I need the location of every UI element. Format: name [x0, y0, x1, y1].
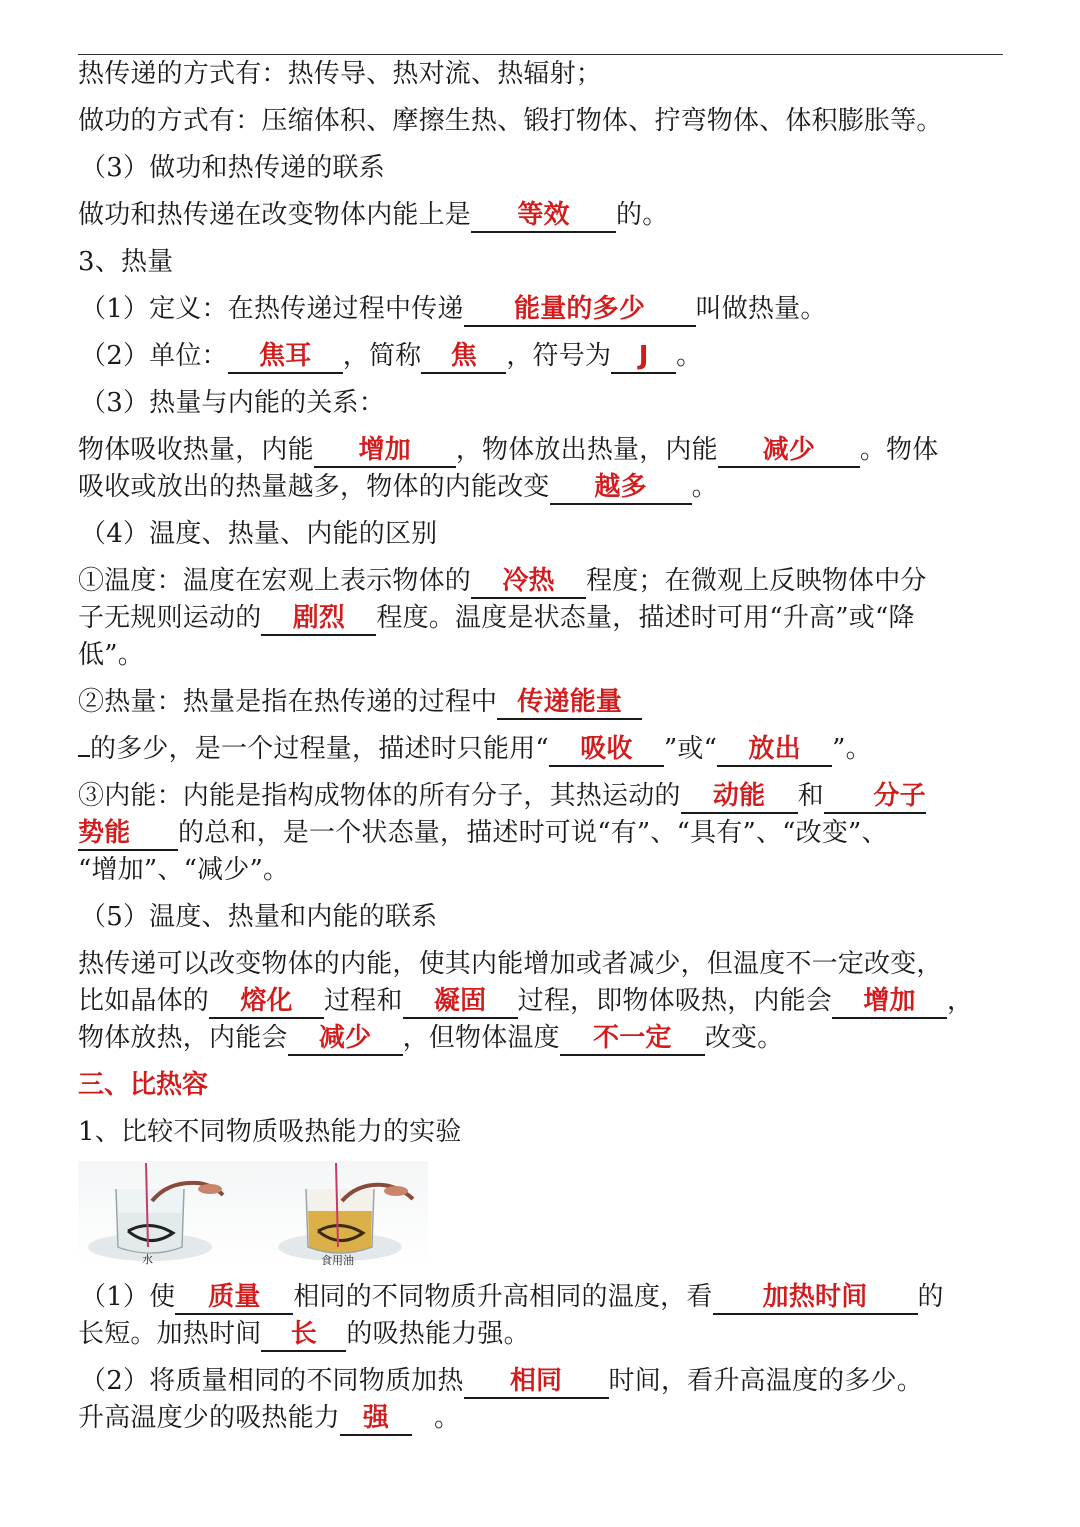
- answer-blank: 吸收: [549, 733, 664, 767]
- text: 和: [797, 781, 824, 811]
- text: （2）单位：: [80, 341, 228, 371]
- answer-blank: 等效: [471, 199, 616, 233]
- answer-blank: 越多: [550, 471, 692, 505]
- text: 物体放热，内能会: [78, 1023, 288, 1053]
- section-3-link-heading: [78, 150, 1008, 187]
- beaker-experiment-figure: [78, 1161, 428, 1269]
- text: 。: [676, 341, 703, 371]
- text: ②热量：热量是指在热传递的过程中: [78, 687, 498, 717]
- experiment-method-2-line-1: [78, 1363, 1008, 1400]
- text: 热传递的方式有：热传导、热对流、热辐射；: [78, 59, 603, 89]
- difference-heading: [78, 516, 1008, 553]
- answer-blank: 势能: [78, 817, 178, 851]
- text: 做功和热传递在改变物体内能上是: [78, 200, 472, 230]
- temperature-line-3: [78, 637, 1008, 674]
- text: 。: [434, 1403, 461, 1433]
- text: ③内能：内能是指构成物体的所有分子，其热运动的: [78, 781, 681, 811]
- text: 叫做热量。: [695, 294, 827, 324]
- absorb-release-line-1: [78, 432, 1008, 469]
- text: ，符号为: [506, 341, 612, 371]
- text: 相同的不同物质升高相同的温度，看: [293, 1282, 713, 1312]
- text: 比如晶体的: [78, 986, 210, 1016]
- text: 程度。温度是状态量，描述时可用“升高”或“降: [376, 603, 915, 633]
- text: ，物体放出热量，内能: [455, 435, 718, 465]
- answer-blank: J: [611, 340, 676, 374]
- heat-transfer-methods: [78, 56, 1008, 93]
- experiment-method-2-line-2: [78, 1400, 1008, 1437]
- text: 改变。: [704, 1023, 784, 1053]
- text: 的吸热能力强。: [346, 1319, 530, 1349]
- unit-line: [78, 338, 1008, 375]
- internal-energy-line-3: [78, 852, 1008, 889]
- text: 子无规则运动的: [78, 603, 262, 633]
- text: “增加”、“减少”。: [78, 855, 290, 885]
- text: 程度；在微观上反映物体中分: [586, 566, 927, 596]
- text: 长短。加热时间: [78, 1319, 262, 1349]
- connection-heading: [78, 899, 1008, 936]
- heat-quantity-heading: [78, 244, 1008, 281]
- answer-blank: 传递能量: [497, 686, 642, 720]
- experiment-method-1-line-1: [78, 1279, 1008, 1316]
- text: （3）做功和热传递的联系: [80, 153, 385, 183]
- experiment-method-1-line-2: [78, 1316, 1008, 1353]
- text: （3）热量与内能的关系：: [80, 388, 385, 418]
- answer-blank: 放出: [717, 733, 832, 767]
- label-cooking-oil: 食用油: [321, 1254, 354, 1267]
- text: 时间，看升高温度的多少。: [608, 1366, 923, 1396]
- internal-energy-line-1: [78, 778, 1008, 815]
- answer-blank: 动能: [681, 780, 798, 814]
- text: （2）将质量相同的不同物质加热: [80, 1366, 464, 1396]
- heat-line-2: [78, 731, 1008, 768]
- answer-blank: 冷热: [471, 565, 586, 599]
- text: 的。: [616, 200, 669, 230]
- text: 3、热量: [78, 247, 174, 277]
- answer-blank: 减少: [718, 434, 860, 468]
- answer-blank-continuation: [78, 755, 90, 757]
- text: ，: [947, 986, 974, 1016]
- text: 升高温度少的吸热能力: [78, 1403, 341, 1433]
- text: 做功的方式有：压缩体积、摩擦生热、锻打物体、拧弯物体、体积膨胀等。: [78, 106, 943, 136]
- top-divider: [78, 54, 1003, 55]
- document-body: [78, 56, 1008, 1437]
- left-heater-plug: [198, 1184, 222, 1194]
- text: （5）温度、热量和内能的联系: [80, 902, 438, 932]
- definition-line: [78, 291, 1008, 328]
- answer-blank: 凝固: [403, 985, 518, 1019]
- answer-blank: 增加: [832, 985, 947, 1019]
- connection-line-3: [78, 1020, 1008, 1057]
- text: 过程，即物体吸热，内能会: [517, 986, 833, 1016]
- text: 。: [691, 472, 718, 502]
- answer-blank: 不一定: [560, 1022, 705, 1056]
- internal-energy-line-2: [78, 815, 1008, 852]
- answer-blank: 减少: [288, 1022, 403, 1056]
- text: （4）温度、热量、内能的区别: [80, 519, 438, 549]
- text: 的多少，是一个过程量，描述时只能用“: [90, 734, 549, 764]
- answer-blank: 分子: [824, 780, 926, 814]
- answer-blank: 质量: [175, 1281, 293, 1315]
- text: 低”。: [78, 640, 144, 670]
- section-specific-heat-title: 三、比热容: [78, 1070, 209, 1100]
- text: ①温度：温度在宏观上表示物体的: [78, 566, 472, 596]
- text: 物体吸收热量，内能: [78, 435, 314, 465]
- answer-blank: 焦耳: [228, 340, 343, 374]
- text: 的总和，是一个状态量，描述时可说“有”、“具有”、“改变”、: [178, 818, 888, 848]
- answer-blank: 增加: [314, 434, 456, 468]
- text: 吸收或放出的热量越多，物体的内能改变: [78, 472, 550, 502]
- text: 的: [917, 1282, 944, 1312]
- heat-line-1: [78, 684, 1008, 721]
- work-methods: [78, 103, 1008, 140]
- right-heater-plug: [384, 1186, 408, 1196]
- text: ”。: [832, 734, 872, 764]
- answer-blank: 熔化: [209, 985, 324, 1019]
- temperature-line-2: [78, 600, 1008, 637]
- answer-blank: 相同: [464, 1365, 609, 1399]
- label-water: 水: [142, 1253, 153, 1266]
- connection-line-2: [78, 983, 1008, 1020]
- connection-line-1: [78, 946, 1008, 983]
- experiment-heading: [78, 1114, 1008, 1151]
- answer-blank: 焦: [421, 340, 506, 374]
- absorb-release-line-2: [78, 469, 1008, 506]
- answer-blank: 剧烈: [261, 602, 376, 636]
- text: 1、比较不同物质吸热能力的实验: [78, 1117, 462, 1147]
- text: 过程和: [324, 986, 403, 1016]
- text: ”或“: [663, 734, 718, 764]
- text: ，但物体温度: [402, 1023, 560, 1053]
- answer-blank: 强: [340, 1402, 412, 1436]
- beaker-illustration: [78, 1161, 428, 1269]
- text: 热传递可以改变物体的内能，使其内能增加或者减少，但温度不一定改变，: [78, 949, 943, 979]
- answer-blank: 加热时间: [713, 1281, 918, 1315]
- relation-heading: [78, 385, 1008, 422]
- temperature-line-1: [78, 563, 1008, 600]
- equivalence-line: [78, 197, 1008, 234]
- text: （1）定义：在热传递过程中传递: [80, 294, 464, 324]
- text: ，简称: [342, 341, 422, 371]
- text: 。物体: [859, 435, 939, 465]
- answer-blank: 长: [261, 1318, 346, 1352]
- answer-blank: 能量的多少: [464, 293, 696, 327]
- text: （1）使: [80, 1282, 176, 1312]
